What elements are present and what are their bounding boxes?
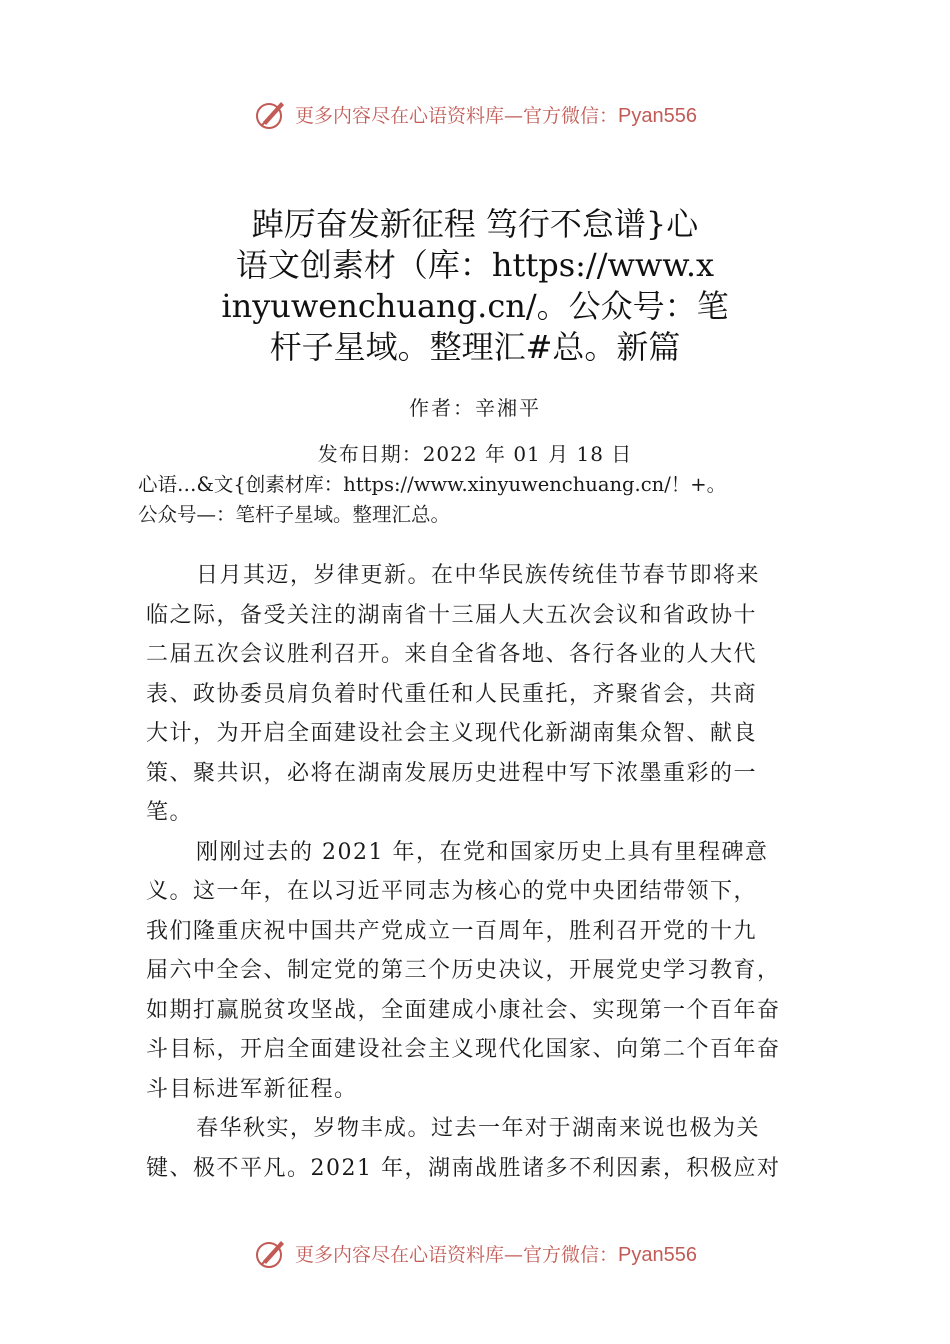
document-title	[150, 204, 800, 368]
author-line: 作者：辛湘平	[409, 396, 541, 420]
source-line: 心语…&文{创素材库：https://www.xinyuwenchuang.cn/！+。	[138, 473, 727, 496]
title-line: 语文创素材（库：https://www.x	[235, 246, 715, 284]
body-line: 表、政协委员肩负着时代重任和人民重托，齐聚省会，共商	[146, 681, 758, 707]
body-line: 二届五次会议胜利召开。来自全省各地、各行各业的人大代	[146, 642, 758, 667]
title-line: inyuwenchuang.cn/。公众号：笔	[221, 287, 729, 325]
quill-logo-icon	[253, 1235, 289, 1271]
banner-text: 更多内容尽在心语资料库—官方微信：Pyan556	[295, 1243, 697, 1266]
body-line: 如期打赢脱贫攻坚战，全面建成小康社会、实现第一个百年奋	[146, 997, 781, 1023]
title-line: 杆子星域。整理汇#总。新篇	[269, 328, 681, 366]
article-body	[146, 556, 816, 1188]
body-line: 大计，为开启全面建设社会主义现代化新湖南集众智、献良	[146, 721, 758, 746]
bottom-banner	[0, 1233, 950, 1273]
banner-wechat: Pyan556	[618, 104, 697, 127]
banner-wechat: Pyan556	[618, 1243, 697, 1266]
body-line: 届六中全会、制定党的第三个历史决议，开展党史学习教育，	[146, 958, 781, 983]
body-line: 日月其迈，岁律更新。在中华民族传统佳节春节即将来	[196, 563, 761, 588]
body-line: 刚刚过去的 2021 年，在党和国家历史上具有里程碑意	[196, 839, 769, 865]
source-note	[138, 470, 858, 530]
body-line: 键、极不平凡。2021 年，湖南战胜诸多不利因素，积极应对	[146, 1155, 781, 1181]
title-line: 踔厉奋发新征程 笃行不怠谱}心	[251, 205, 699, 243]
source-line: 公众号—：笔杆子星域。整理汇总。	[138, 503, 451, 526]
body-line: 春华秋实，岁物丰成。过去一年对于湖南来说也极为关	[196, 1116, 761, 1141]
quill-logo-icon	[253, 96, 289, 132]
body-line: 我们隆重庆祝中国共产党成立一百周年，胜利召开党的十九	[146, 918, 758, 944]
banner-text: 更多内容尽在心语资料库—官方微信：Pyan556	[295, 104, 697, 127]
body-line: 策、聚共识，必将在湖南发展历史进程中写下浓墨重彩的一	[146, 760, 758, 786]
body-line: 斗目标进军新征程。	[146, 1076, 358, 1102]
top-banner	[0, 94, 950, 134]
body-line: 笔。	[146, 800, 194, 825]
publish-date: 发布日期：2022 年 01 月 18 日	[317, 442, 633, 466]
body-line: 义。这一年，在以习近平同志为核心的党中央团结带领下，	[146, 879, 758, 904]
body-line: 临之际，备受关注的湖南省十三届人大五次会议和省政协十	[146, 602, 758, 628]
body-line: 斗目标，开启全面建设社会主义现代化国家、向第二个百年奋	[146, 1037, 781, 1062]
